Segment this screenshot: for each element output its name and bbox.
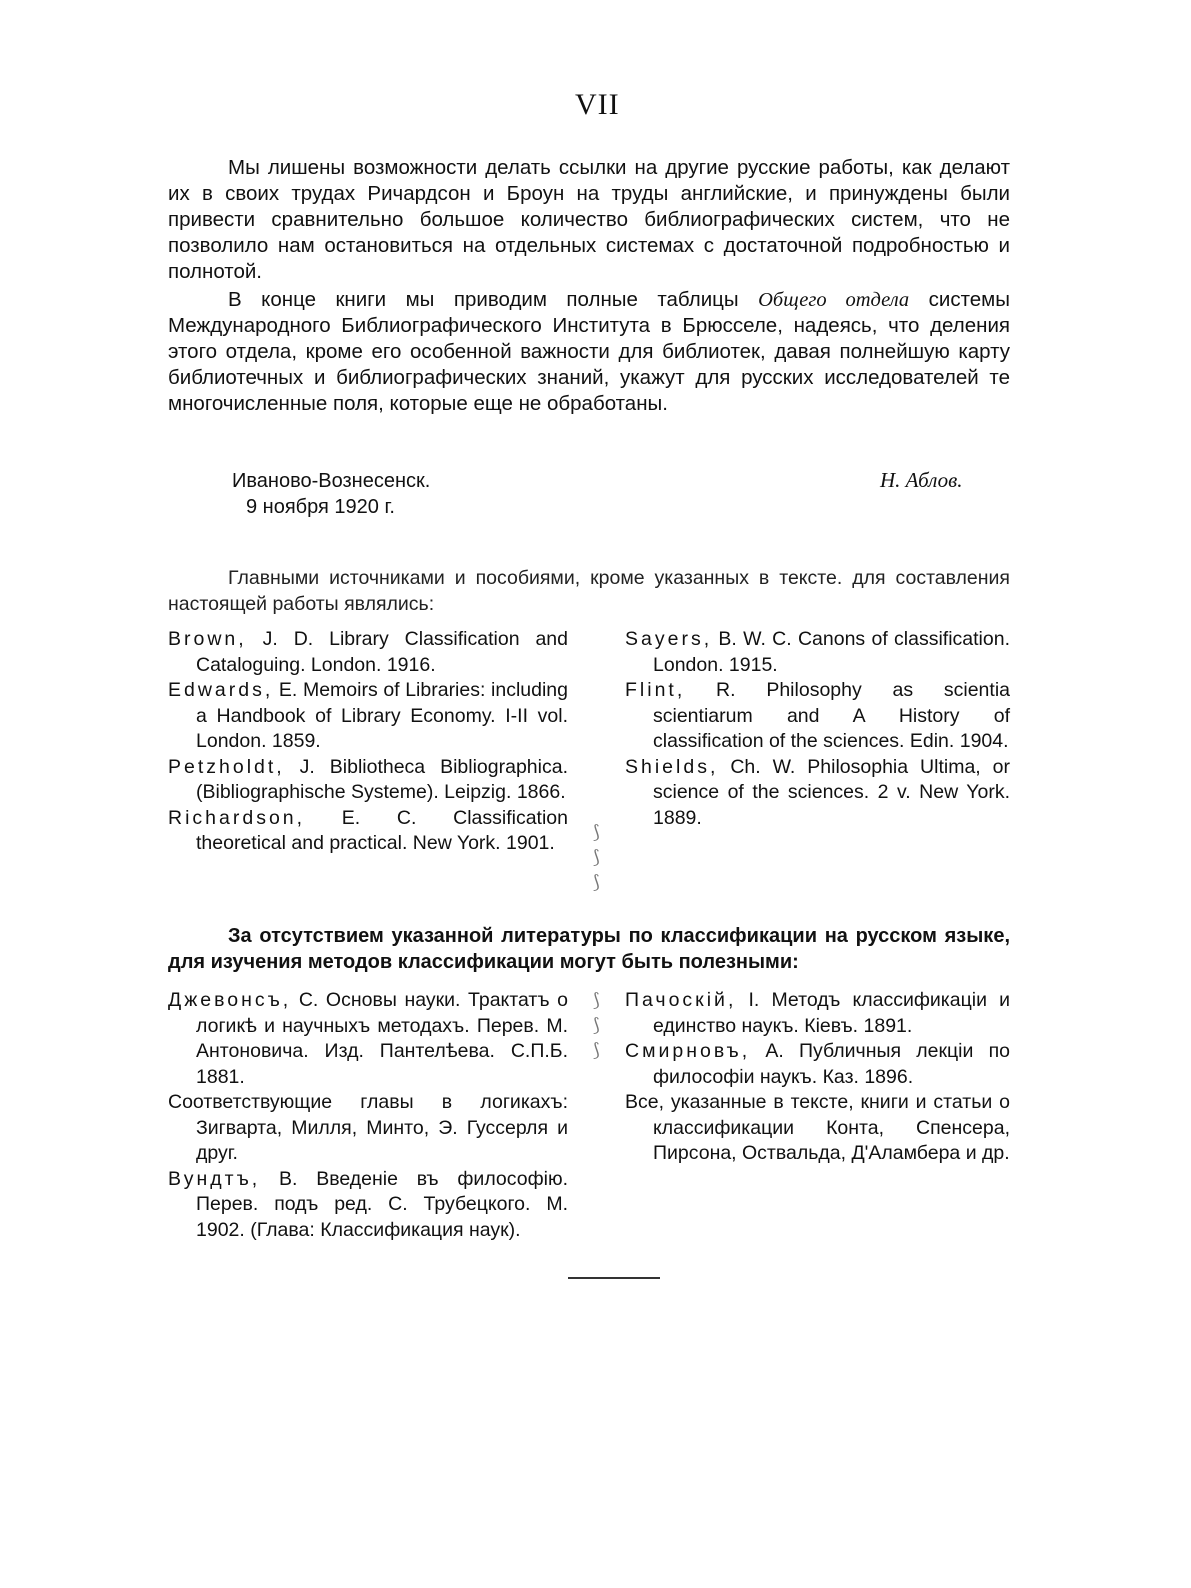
sources-right-column [625, 627, 1010, 831]
reference-details: I. Методъ классификаціи и единство наукъ. Кіевъ. 1891. [653, 989, 1010, 1037]
column-divider [590, 988, 602, 1063]
reference-author: Flint, [625, 679, 686, 701]
reference-item [168, 627, 568, 678]
reference-details: B. W. C. Canons of classification. London. 1915. [653, 628, 1010, 676]
reference-item [625, 1090, 1010, 1167]
signature-date: 9 ноября 1920 г. [246, 496, 395, 518]
sources-left-column [168, 627, 568, 857]
divider-mark: ⟆ [592, 1015, 600, 1035]
reference-item [625, 755, 1010, 832]
p2-text-a: В конце книги мы приводим полные таблицы [228, 288, 759, 311]
signature-author: Н. Аблов. [880, 468, 963, 492]
reference-author: Sayers, [625, 628, 713, 650]
reference-author: Edwards, [168, 679, 274, 701]
reference-item [625, 988, 1010, 1039]
reference-author: Пачоскій, [625, 989, 737, 1011]
column-divider [590, 820, 602, 895]
reference-item [168, 678, 568, 755]
russian-literature-intro: За отсутствием указанной литературы по классификации на русском языке, для изучения методов классификации могут быть полезными: [168, 925, 1010, 973]
p2-italic-term: Общего отдела [758, 289, 910, 311]
divider-mark: ⟆ [592, 990, 600, 1010]
reference-details: J. D. Library Classification and Cataloguing. London. 1916. [196, 628, 568, 676]
reference-item [168, 1167, 568, 1244]
closing-rule [568, 1277, 660, 1279]
sources-intro: Главными источниками и пособиями, кроме указанных в тексте. для составления настоящей работы являлись: [168, 567, 1010, 615]
reference-author: Джевонсъ, [168, 989, 292, 1011]
reference-item [168, 1090, 568, 1167]
reference-author: Вундтъ, [168, 1167, 261, 1190]
divider-mark: ⟆ [592, 1040, 600, 1060]
reference-details: Соответствующие главы в логикахъ: Зигварта, Милля, Минто, Э. Гуссерля и друг. [168, 1091, 568, 1164]
reference-item [168, 988, 568, 1090]
signature-place: Иваново-Вознесенск. [232, 470, 431, 492]
divider-mark: ⟆ [592, 847, 600, 867]
russian-left-column [168, 988, 568, 1243]
preface-paragraph-2 [168, 287, 1010, 417]
reference-item [625, 1039, 1010, 1090]
reference-details: С. Основы науки. Трактатъ о логикѣ и научныхъ методахъ. Перев. М. Антоновича. Изд. Пантелѣева. С.П.Б. 1881. [196, 989, 568, 1088]
russian-right-column [625, 988, 1010, 1167]
reference-item [625, 627, 1010, 678]
reference-author: Brown, [168, 628, 247, 650]
p2-text-b: системы Международного Библиографического Института в Брюсселе, надеясь, что деления этого отдела, кроме его особенной важности для библиотек, давая полнейшую карту библиотечных и библиографических знаний, укажут для русских исследователей те многочисленные поля, которые еще не обработаны. [168, 288, 1010, 415]
signature-place-date [232, 468, 430, 520]
reference-item [168, 806, 568, 857]
reference-author: Shields, [625, 755, 719, 778]
reference-details: R. Philosophy as scientia scientiarum and A History of classification of the sciences. Edin. 1904. [653, 679, 1010, 752]
reference-details: J. Bibliotheca Bibliographica. (Bibliographische Systeme). Leipzig. 1866. [196, 755, 568, 803]
reference-item [625, 678, 1010, 755]
reference-author: Richardson, [168, 806, 306, 829]
divider-mark: ⟆ [592, 872, 600, 892]
reference-item [168, 755, 568, 806]
reference-author: Petzholdt, [168, 755, 285, 778]
reference-details: Все, указанные в тексте, книги и статьи о классификации Конта, Спенсера, Пирсона, Оствальда, Д'Аламбера и др. [625, 1091, 1010, 1164]
preface-paragraph-1: Мы лишены возможности делать ссылки на другие русские работы, как делают их в своих трудах Ричардсон и Броун на труды английские, и принуждены были привести сравнительно большое количество библиографических систем, что не позволило нам остановиться на отдельных системах с достаточной подробностью и полнотой. [168, 156, 1010, 283]
reference-details: E. Memoirs of Libraries: including a Handbook of Library Economy. I-II vol. London. 1859. [196, 679, 568, 752]
reference-author: Смирновъ, [625, 1040, 751, 1062]
reference-details: E. C. Classification theoretical and practical. New York. 1901. [196, 806, 568, 854]
reference-details: В. Введеніе въ философію. Перев. подъ ред. С. Трубецкого. М. 1902. (Глава: Классификация наук). [196, 1167, 568, 1241]
reference-details: А. Публичныя лекціи по философіи наукъ. Каз. 1896. [653, 1040, 1010, 1088]
page-number: VII [575, 88, 620, 121]
reference-details: Ch. W. Philosophia Ultima, or science of the sciences. 2 v. New York. 1889. [653, 755, 1010, 829]
divider-mark: ⟆ [592, 822, 600, 842]
